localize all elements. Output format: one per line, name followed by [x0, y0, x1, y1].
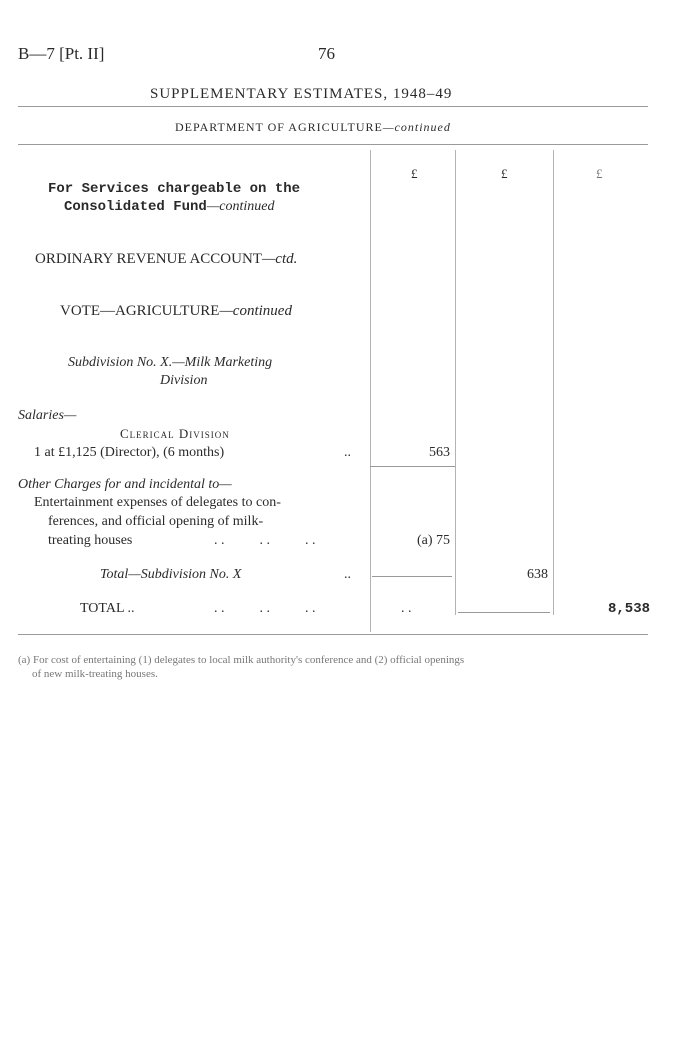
column-header-2: £: [501, 166, 508, 181]
salaries-label: Salaries—: [18, 408, 77, 423]
footnote-line2: of new milk-treating houses.: [32, 668, 158, 680]
footnote-line1: (a) For cost of entertaining (1) delegates to local milk authority's conference and (2) official openings: [18, 654, 465, 666]
other-charges-leaders: . . . . . .: [214, 533, 316, 548]
table-bottom-rule: [18, 634, 648, 635]
account-suffix: —ctd.: [261, 251, 298, 267]
other-charges-line1: Entertainment expenses of delegates to con-: [34, 495, 281, 510]
department-rule: [18, 144, 648, 145]
column-rule-3: [553, 150, 554, 615]
salaries-subtotal-rule: [370, 466, 455, 467]
department-name: DEPARTMENT OF AGRICULTURE: [175, 120, 383, 134]
total-subdivision-label: Total—Subdivision No. X: [100, 567, 242, 582]
services-heading-line2: [64, 199, 274, 215]
column-rule-1: [370, 150, 371, 632]
vote-heading: [60, 303, 292, 320]
salaries-item: 1 at £1,125 (Director), (6 months): [34, 445, 225, 460]
grand-total-label: TOTAL ..: [80, 601, 135, 616]
salaries-amount: 563: [429, 445, 450, 460]
services-heading-line1: For Services chargeable on the: [48, 181, 301, 197]
grand-total-col1-leaders: . .: [401, 601, 412, 616]
total-subdivision-rule: [372, 576, 452, 577]
account-name: ORDINARY REVENUE ACCOUNT: [35, 251, 262, 267]
services-fund: Consolidated Fund: [64, 199, 207, 215]
other-charges-amount: (a) 75: [416, 533, 450, 548]
title-rule: [18, 106, 648, 107]
subdivision-heading-line1: Subdivision No. X.—Milk Marketing: [68, 355, 273, 370]
salaries-leaders: ..: [344, 445, 351, 460]
grand-total-leaders: . . . . . .: [214, 601, 316, 616]
salaries-division: Clerical Division: [120, 426, 230, 441]
column-header-1: £: [411, 166, 418, 181]
vote-suffix: —continued: [219, 303, 292, 319]
column-header-3: £: [596, 166, 603, 181]
column-rule-2: [455, 150, 456, 615]
other-charges-label: Other Charges for and incidental to—: [18, 477, 232, 492]
other-charges-line2: ferences, and official opening of milk-: [48, 514, 264, 529]
total-subdivision-amount: 638: [527, 567, 548, 582]
other-charges-line3: treating houses: [48, 533, 133, 548]
account-heading: [35, 251, 297, 268]
services-suffix: —continued: [206, 199, 275, 214]
subdivision-heading-line2: Division: [160, 373, 208, 388]
grand-total-rule: [458, 612, 550, 613]
vote-name: VOTE—AGRICULTURE: [60, 303, 220, 319]
total-subdivision-leaders: ..: [344, 567, 351, 582]
grand-total-amount: 8,538: [607, 601, 650, 617]
department-heading: [175, 120, 451, 135]
page-number: 76: [318, 44, 335, 63]
department-suffix: —continued: [382, 120, 451, 134]
document-title: SUPPLEMENTARY ESTIMATES, 1948–49: [150, 86, 453, 102]
page-reference: B—7 [Pt. II]: [18, 44, 105, 63]
